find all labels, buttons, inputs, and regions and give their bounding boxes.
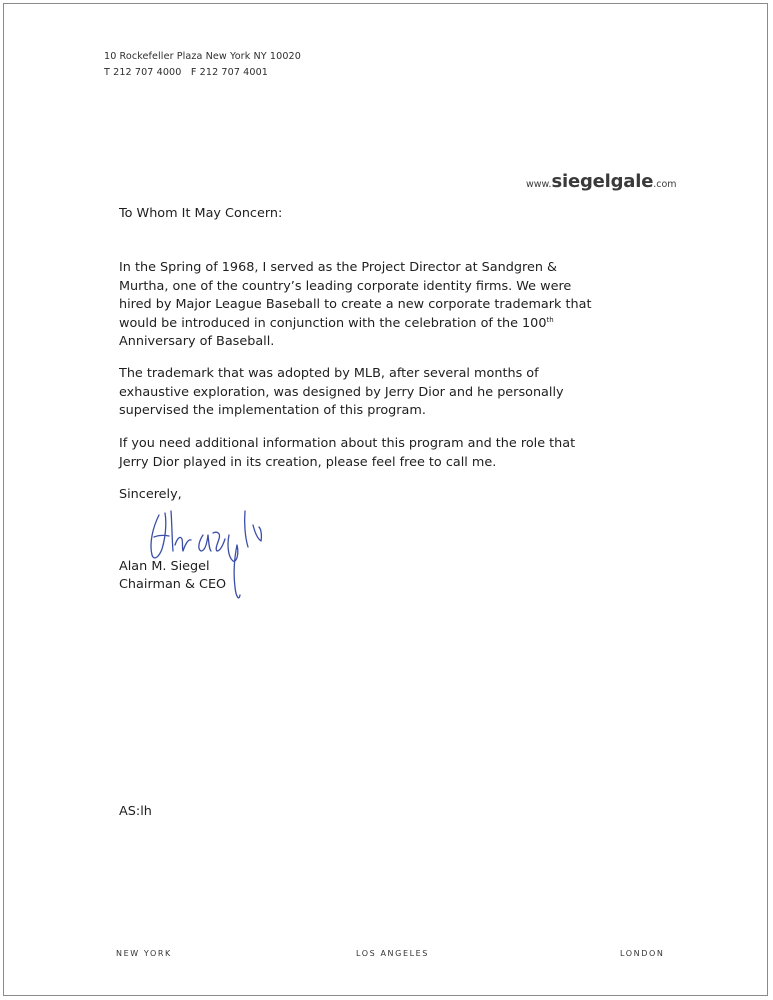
paragraph-3 <box>119 435 639 472</box>
brand-web-prefix: www. <box>526 179 552 190</box>
signer-name: Alan M. Siegel <box>119 559 210 574</box>
paragraph-line: Jerry Dior played in its creation, please feel free to call me. <box>119 454 497 470</box>
letterhead-phone-fax: T 212 707 4000 F 212 707 4001 <box>104 67 269 78</box>
paragraph-line: exhaustive exploration, was designed by Jerry Dior and he personally <box>119 384 564 400</box>
paragraph-line-with-superscript <box>119 315 639 334</box>
footer-office-london: LONDON <box>620 949 665 958</box>
paragraph-line: Anniversary of Baseball. <box>119 334 275 349</box>
paragraph-line: The trademark that was adopted by MLB, after several months of <box>119 366 539 381</box>
letterhead-address: 10 Rockefeller Plaza New York NY 10020 <box>104 51 301 62</box>
paragraph-line: Murtha, one of the country’s leading corporate identity firms. We were <box>119 278 572 294</box>
typist-initials: AS:lh <box>119 804 152 819</box>
paragraph-line-text: would be introduced in conjunction with the celebration of the 100 <box>119 315 547 331</box>
ordinal-superscript: th <box>546 315 554 324</box>
paragraph-line: supervised the implementation of this program. <box>119 403 426 418</box>
letter-page <box>3 3 768 996</box>
paragraph-line: If you need additional information about this program and the role that <box>119 436 576 451</box>
footer-office-new-york: NEW YORK <box>116 949 172 958</box>
brand-logo <box>526 171 677 192</box>
salutation: To Whom It May Concern: <box>119 206 283 221</box>
brand-name: siegelgale <box>551 171 654 192</box>
brand-web-suffix: .com <box>653 179 677 190</box>
closing: Sincerely, <box>119 487 182 502</box>
paragraph-1 <box>119 259 639 352</box>
signer-title: Chairman & CEO <box>119 577 227 592</box>
paragraph-2 <box>119 365 639 421</box>
paragraph-line: hired by Major League Baseball to create a new corporate trademark that <box>119 297 592 312</box>
footer-office-los-angeles: LOS ANGELES <box>356 949 429 958</box>
paragraph-line: In the Spring of 1968, I served as the Project Director at Sandgren & <box>119 260 557 275</box>
